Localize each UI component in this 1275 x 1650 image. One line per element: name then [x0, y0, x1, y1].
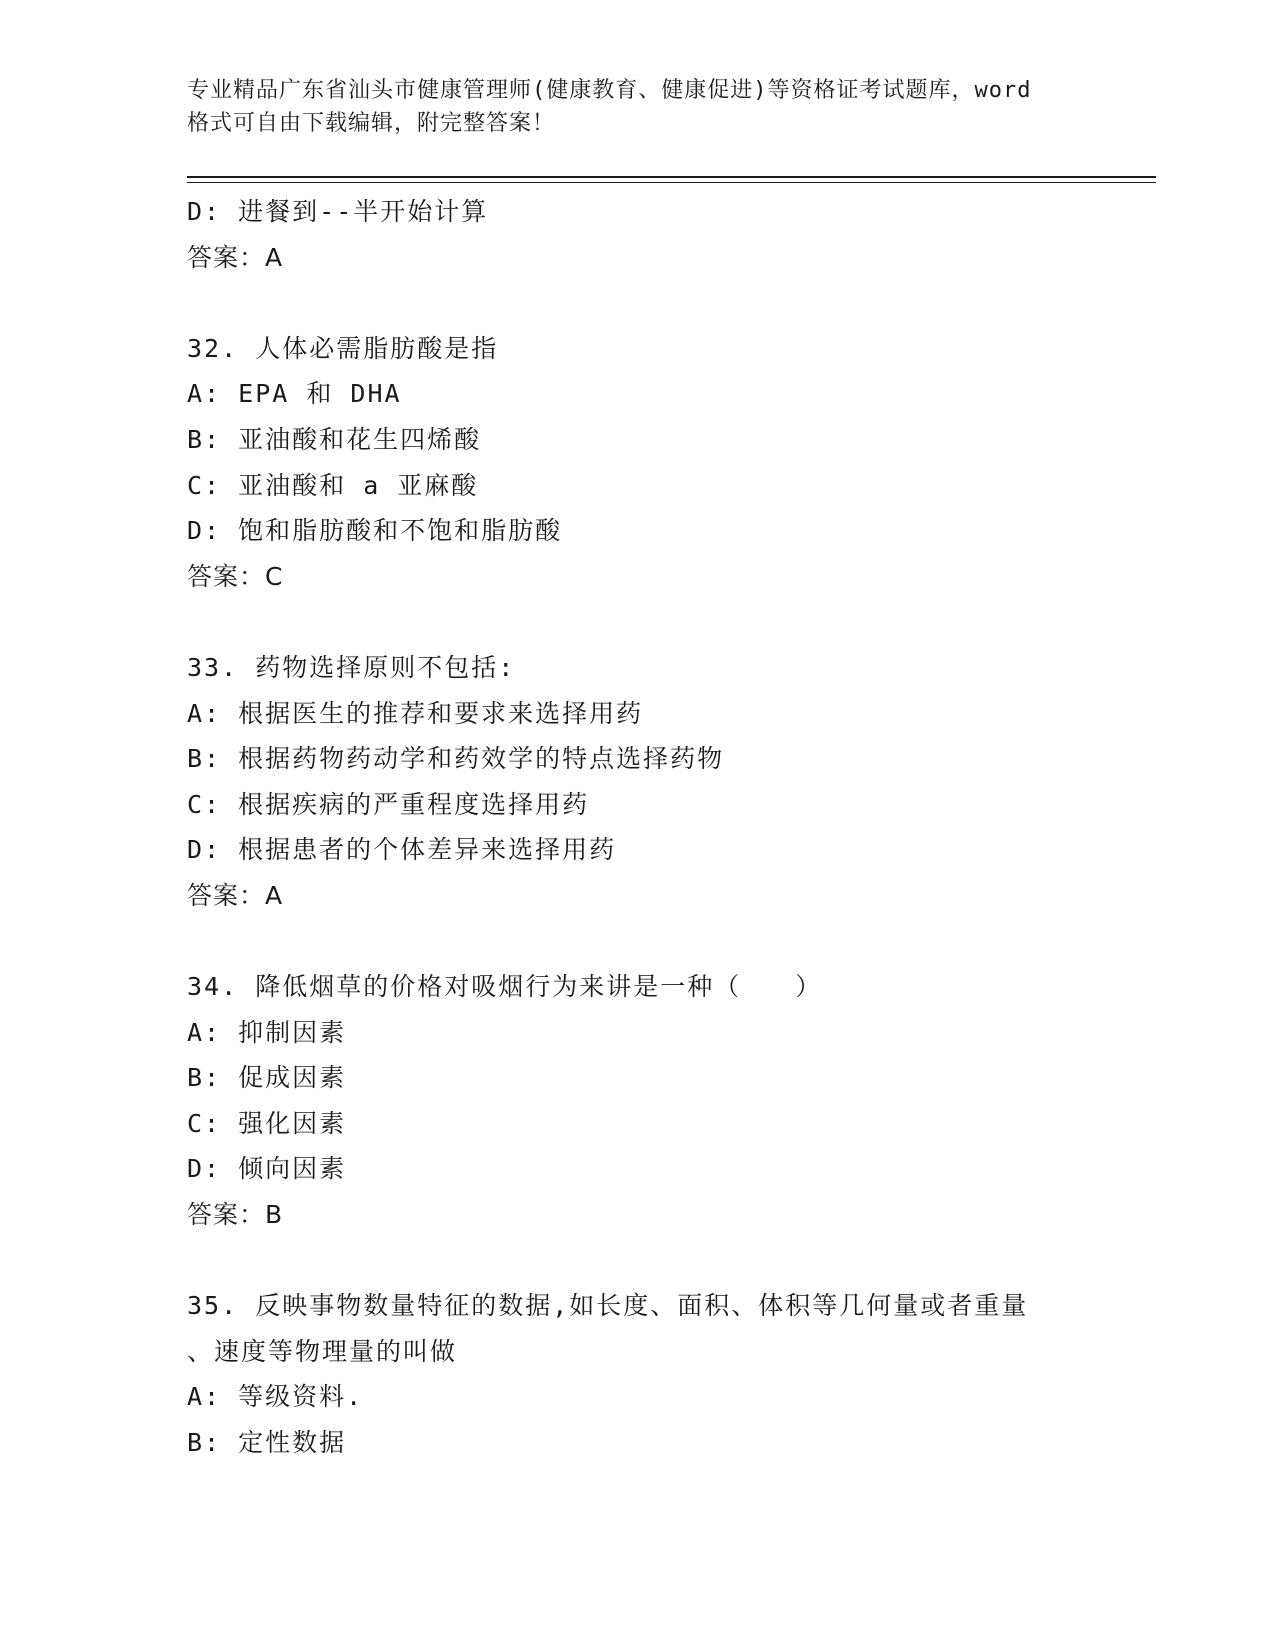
answer-line: 答案：C [187, 561, 284, 591]
spacer [187, 1238, 1117, 1284]
option-b: B: 根据药物药动学和药效学的特点选择药物 [187, 744, 725, 774]
answer-line: 答案：B [187, 1200, 284, 1230]
option-a: A: EPA 和 DHA [187, 379, 402, 409]
question-32 [187, 326, 1117, 600]
option-c: C: 强化因素 [187, 1108, 347, 1138]
header-divider-thin [187, 182, 1156, 183]
answer-line: 答案：A [187, 880, 284, 910]
question-34 [187, 964, 1117, 1238]
question-stem: 34. 降低烟草的价格对吸烟行为来讲是一种（ ） [187, 972, 823, 1002]
spacer [187, 280, 1117, 326]
question-stem-line-2: 、速度等物理量的叫做 [187, 1336, 458, 1366]
option-d: D: 倾向因素 [187, 1154, 347, 1184]
option-d: D: 根据患者的个体差异来选择用药 [187, 835, 617, 865]
option-b: B: 促成因素 [187, 1063, 347, 1093]
option-c: C: 亚油酸和 a 亚麻酸 [187, 470, 479, 500]
header-line-1: 专业精品广东省汕头市健康管理师(健康教育、健康促进)等资格证考试题库，word [187, 78, 1032, 103]
question-33 [187, 645, 1117, 919]
option-b: B: 亚油酸和花生四烯酸 [187, 424, 482, 454]
option-b: B: 定性数据 [187, 1428, 347, 1458]
question-stem: 33. 药物选择原则不包括: [187, 652, 516, 682]
answer-line: 答案：A [187, 242, 284, 272]
question-31-partial [187, 189, 1117, 280]
question-list [187, 189, 1117, 1466]
option-a: A: 根据医生的推荐和要求来选择用药 [187, 698, 644, 728]
header-line-2: 格式可自由下载编辑，附完整答案！ [187, 111, 556, 136]
question-stem-line-1: 35. 反映事物数量特征的数据,如长度、面积、体积等几何量或者重量 [187, 1291, 1029, 1321]
header-divider-thick [187, 176, 1156, 178]
option-a: A: 等级资料. [187, 1382, 364, 1412]
spacer [187, 919, 1117, 965]
option-d: D: 饱和脂肪酸和不饱和脂肪酸 [187, 516, 563, 546]
document-header [187, 74, 1087, 140]
option-a: A: 抑制因素 [187, 1017, 347, 1047]
question-35 [187, 1283, 1117, 1465]
question-stem: 32. 人体必需脂肪酸是指 [187, 333, 499, 363]
spacer [187, 599, 1117, 645]
option-d: D: 进餐到--半开始计算 [187, 197, 489, 226]
option-c: C: 根据疾病的严重程度选择用药 [187, 789, 590, 819]
